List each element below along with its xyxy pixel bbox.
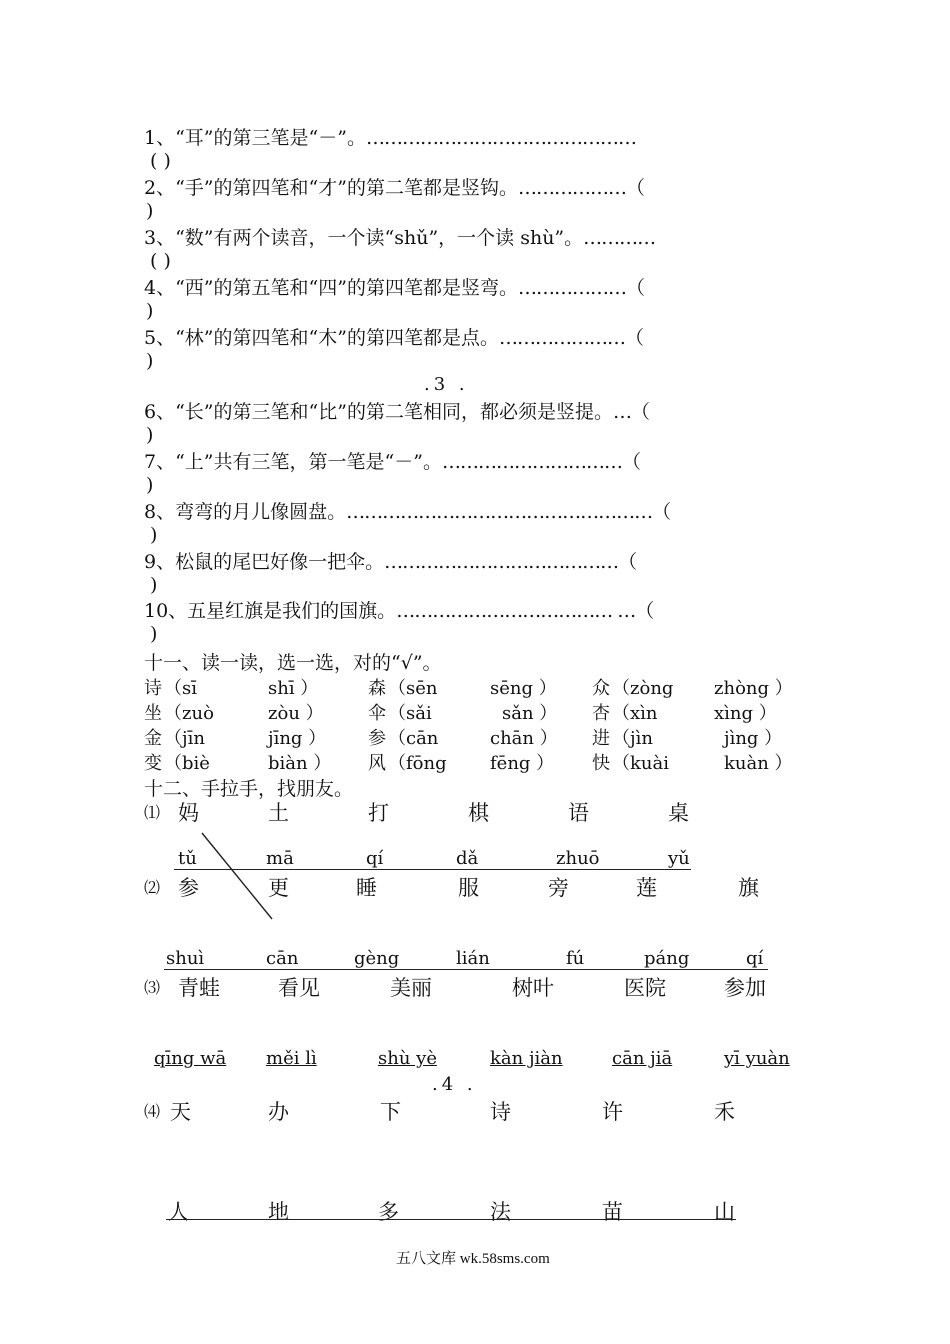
match-char: 土 — [268, 801, 289, 825]
match-char: 人 — [168, 1200, 189, 1224]
leader-dots: ………… — [583, 227, 656, 249]
answer-paren-8: ) — [150, 524, 158, 546]
choice-option-a: （kuài — [612, 753, 669, 774]
group-mark-2: ⑵ — [144, 878, 161, 897]
answer-paren-5: ) — [146, 350, 154, 372]
choice-option-a: （sī — [164, 678, 197, 699]
match-pinyin: zhuō — [556, 848, 600, 869]
choice-char: 坐 — [144, 703, 162, 724]
match-char: 旁 — [548, 876, 569, 900]
match-pinyin: shuì — [166, 948, 205, 969]
answer-paren-9: ) — [150, 574, 158, 596]
match-pinyin: cān jiā — [612, 1048, 673, 1069]
choice-char: 金 — [144, 728, 162, 749]
choice-option-b: kuàn ） — [724, 753, 793, 774]
match-pinyin: cān — [266, 948, 299, 969]
match-char: 办 — [268, 1100, 289, 1124]
match-word: 医院 — [624, 976, 666, 1000]
match-char: 诗 — [490, 1100, 511, 1124]
choice-option-a: （zuò — [164, 703, 214, 724]
match-char: 更 — [268, 876, 289, 900]
match-char: 苗 — [602, 1200, 623, 1224]
leader-dots: …………………………（ — [441, 451, 640, 473]
match-char: 许 — [602, 1100, 623, 1124]
section-12-title: 十二、手拉手，找朋友。 — [144, 778, 354, 800]
match-char: 山 — [714, 1200, 735, 1224]
choice-option-b: jīng ） — [268, 728, 327, 749]
underline — [166, 1219, 736, 1220]
choice-char: 伞 — [368, 703, 386, 724]
match-word: 树叶 — [512, 976, 554, 1000]
question-text: 10、五星红旗是我们的国旗。 — [144, 600, 397, 622]
group-mark-3: ⑶ — [144, 978, 161, 997]
match-pinyin: mā — [266, 848, 294, 869]
answer-paren-6: ) — [146, 424, 154, 446]
match-pinyin: shù yè — [378, 1048, 437, 1069]
choice-char: 快 — [592, 753, 610, 774]
choice-option-b: fēng ） — [490, 753, 555, 774]
choice-option-b: jìng ） — [724, 728, 783, 749]
leader-dots: …………………（ — [498, 327, 643, 349]
choice-char: 变 — [144, 753, 162, 774]
choice-option-b: biàn ） — [268, 753, 332, 774]
choice-option-b: zhòng ） — [714, 678, 793, 699]
match-pinyin: yī yuàn — [724, 1048, 790, 1069]
choice-char: 杏 — [592, 703, 610, 724]
match-pinyin: dǎ — [456, 848, 479, 869]
question-text: 4、“西”的第五笔和“四”的第四笔都是竖弯。 — [144, 277, 518, 299]
answer-paren-7: ) — [146, 474, 154, 496]
match-pinyin: qīng wā — [154, 1048, 227, 1069]
match-char: 睡 — [356, 876, 377, 900]
choice-option-a: （sēn — [388, 678, 438, 699]
match-char: 桌 — [668, 801, 689, 825]
choice-option-b: chān ） — [490, 728, 558, 749]
match-pinyin: páng — [644, 948, 690, 969]
answer-paren-10: ) — [150, 623, 158, 645]
choice-option-a: （biè — [164, 753, 210, 774]
match-pinyin: gèng — [354, 948, 400, 969]
match-pinyin: lián — [456, 948, 490, 969]
match-char: 禾 — [714, 1100, 735, 1124]
match-pinyin: yǔ — [668, 848, 690, 869]
question-text: 9、松鼠的尾巴好像一把伞。 — [144, 551, 385, 573]
choice-option-b: sǎn ） — [502, 703, 558, 724]
choice-option-b: xìng ） — [714, 703, 777, 724]
choice-option-b: sēng ） — [490, 678, 557, 699]
choice-option-a: （cān — [388, 728, 439, 749]
choice-char: 诗 — [144, 678, 162, 699]
choice-char: 参 — [368, 728, 386, 749]
choice-option-b: shī ） — [268, 678, 319, 699]
match-pinyin: qí — [366, 848, 384, 869]
match-char: 下 — [380, 1100, 401, 1124]
match-char: 妈 — [178, 801, 199, 825]
question-text: 6、“长”的第三笔和“比”的第二笔相同，都必须是竖提。 — [144, 401, 613, 423]
leader-dots: ……………………………………………（ — [346, 501, 671, 523]
question-text: 8、弯弯的月儿像圆盘。 — [144, 501, 347, 523]
match-char: 法 — [490, 1200, 511, 1224]
footer-watermark: 五八文库 wk.58sms.com — [396, 1251, 550, 1267]
choice-option-b: zòu ） — [268, 703, 324, 724]
answer-paren-4: ) — [146, 300, 154, 322]
underline — [164, 969, 768, 970]
leader-dots: …（ — [612, 401, 649, 423]
match-pinyin: měi lì — [266, 1048, 317, 1069]
match-pinyin: qí — [746, 948, 764, 969]
match-word: 参加 — [724, 976, 766, 1000]
match-word: 看见 — [278, 976, 320, 1000]
choice-option-a: （jīn — [164, 728, 205, 749]
question-text: 2、“手”的第四笔和“才”的第二笔都是竖钩。 — [144, 177, 518, 199]
match-char: 天 — [170, 1100, 191, 1124]
match-word: 青蛙 — [178, 976, 220, 1000]
choice-char: 众 — [592, 678, 610, 699]
page-number-4: .4 . — [432, 1074, 477, 1095]
leader-dots: ……………………………………… — [365, 127, 636, 149]
leader-dots: ………………（ — [517, 177, 644, 199]
question-text: 3、“数”有两个读音，一个读“shǔ”，一个读 shù”。 — [144, 227, 584, 249]
match-char: 地 — [268, 1200, 289, 1224]
group-mark-4: ⑷ — [144, 1102, 161, 1121]
section-11-title: 十一、读一读，选一选，对的“√”。 — [144, 652, 442, 674]
match-char: 打 — [368, 801, 389, 825]
answer-paren-1: ( ) — [150, 150, 171, 172]
choice-char: 森 — [368, 678, 386, 699]
match-char: 莲 — [636, 876, 657, 900]
choice-option-a: （fōng — [388, 753, 447, 774]
match-char: 棋 — [468, 801, 489, 825]
question-text: 1、“耳”的第三笔是“－”。 — [144, 127, 366, 149]
choice-char: 风 — [368, 753, 386, 774]
choice-char: 进 — [592, 728, 610, 749]
match-char: 服 — [458, 876, 479, 900]
choice-option-a: （xìn — [612, 703, 658, 724]
question-text: 5、“林”的第四笔和“木”的第四笔都是点。 — [144, 327, 499, 349]
question-text: 7、“上”共有三笔，第一笔是“－”。 — [144, 451, 442, 473]
match-char: 旗 — [738, 876, 759, 900]
answer-paren-3: ( ) — [150, 250, 171, 272]
leader-dots: ………………（ — [517, 277, 644, 299]
match-pinyin: fú — [566, 948, 585, 969]
match-word: 美丽 — [390, 976, 432, 1000]
match-char: 参 — [178, 876, 199, 900]
match-pinyin: kàn jiàn — [490, 1048, 563, 1069]
choice-option-a: （sǎi — [388, 703, 432, 724]
choice-option-a: （jìn — [612, 728, 653, 749]
group-mark-1: ⑴ — [144, 803, 161, 822]
match-char: 多 — [378, 1200, 399, 1224]
answer-paren-2: ) — [146, 200, 154, 222]
leader-dots: …………………………………（ — [384, 551, 637, 573]
match-char: 语 — [568, 801, 589, 825]
match-pinyin: tǔ — [178, 848, 197, 869]
choice-option-a: （zòng — [612, 678, 674, 699]
leader-dots: ……………………………… …（ — [396, 600, 654, 622]
page-number-3: .3 . — [424, 374, 469, 395]
